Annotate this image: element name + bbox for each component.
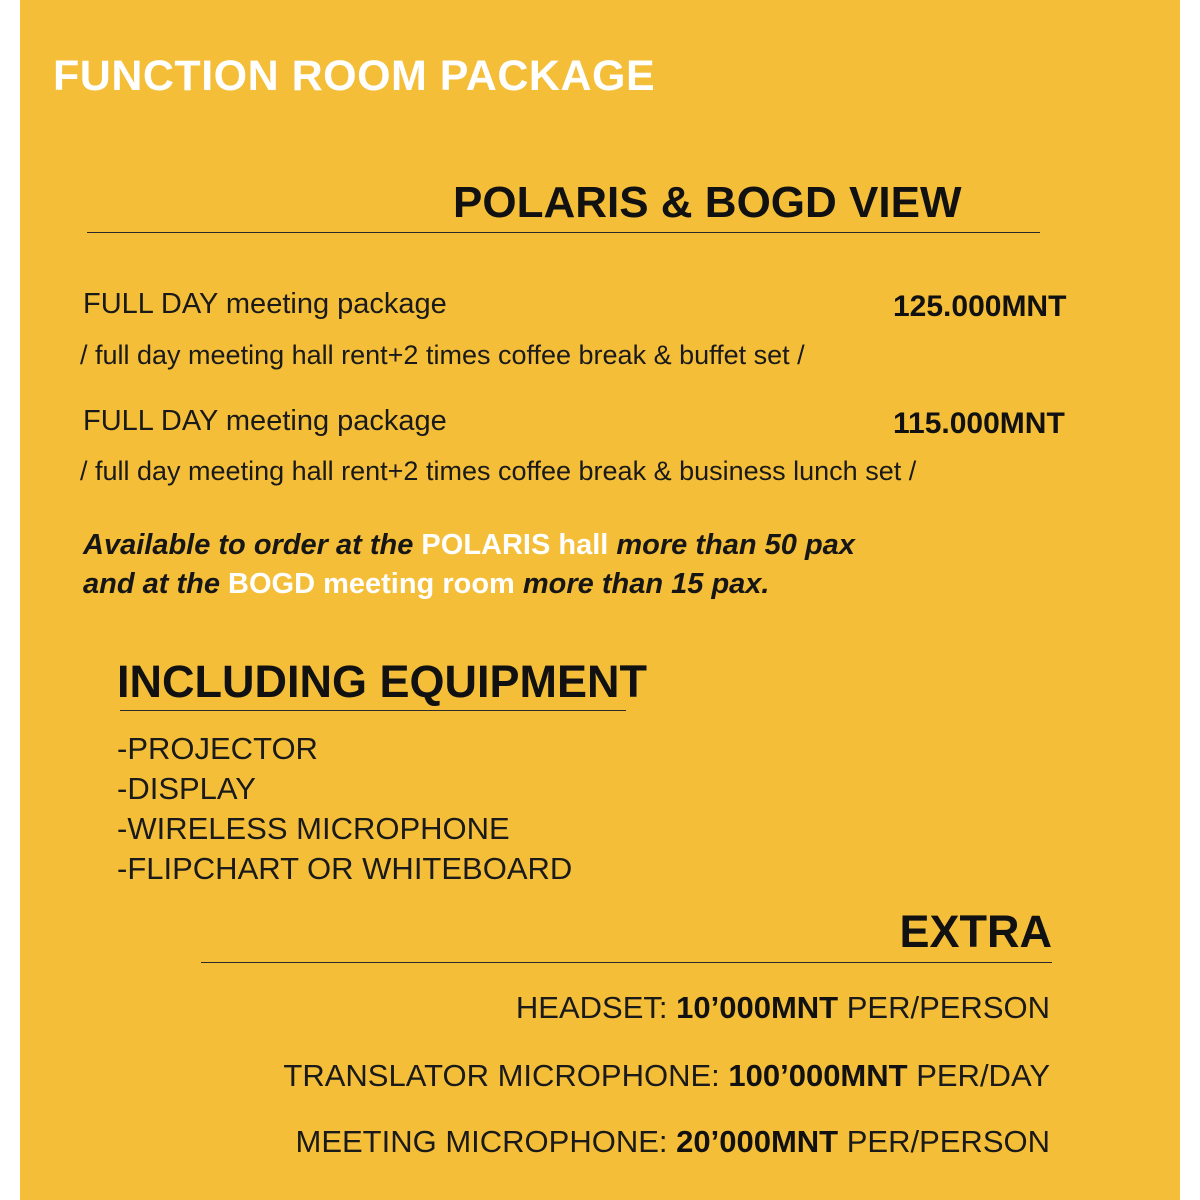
extra-item-price: 10’000MNT [676, 990, 839, 1025]
bogd-room-highlight: BOGD meeting room [228, 568, 515, 600]
equipment-item: -FLIPCHART OR WHITEBOARD [117, 851, 573, 886]
availability-note-line-1 [83, 529, 855, 562]
equipment-title: INCLUDING EQUIPMENT [117, 656, 648, 707]
availability-text: Available to order at the [83, 529, 422, 561]
equipment-item: -WIRELESS MICROPHONE [117, 811, 510, 846]
package-2-description: / full day meeting hall rent+2 times coffee break & business lunch set / [80, 456, 917, 486]
availability-text: and at the [83, 568, 229, 600]
extra-item-unit: PER/DAY [907, 1058, 1050, 1093]
equipment-divider [120, 710, 626, 711]
availability-note-line-2 [83, 568, 769, 601]
extra-item-translator-microphone [283, 1058, 1050, 1094]
package-1-price: 125.000MNT [893, 290, 1067, 323]
menu-panel [20, 0, 1180, 1200]
polaris-hall-highlight: POLARIS hall [421, 529, 609, 561]
package-2-price: 115.000MNT [893, 407, 1065, 440]
extra-item-unit: PER/PERSON [838, 1124, 1050, 1159]
availability-text: more than 15 pax. [514, 568, 770, 600]
extra-item-label: TRANSLATOR MICROPHONE: [283, 1058, 729, 1093]
page-title: FUNCTION ROOM PACKAGE [53, 52, 656, 100]
venue-title: POLARIS & BOGD VIEW [453, 178, 962, 227]
equipment-item: -DISPLAY [117, 771, 256, 806]
venue-divider [87, 232, 1040, 233]
extra-title: EXTRA [899, 906, 1052, 957]
extra-item-label: MEETING MICROPHONE: [295, 1124, 677, 1159]
extra-item-price: 20’000MNT [676, 1124, 839, 1159]
extra-item-meeting-microphone [296, 1124, 1051, 1160]
extra-item-unit: PER/PERSON [838, 990, 1050, 1025]
extra-item-price: 100’000MNT [728, 1058, 908, 1093]
equipment-item: -PROJECTOR [117, 731, 318, 766]
package-1-name: FULL DAY meeting package [83, 288, 447, 320]
package-1-description: / full day meeting hall rent+2 times coffee break & buffet set / [80, 340, 805, 370]
extra-item-headset [516, 990, 1050, 1026]
package-2-name: FULL DAY meeting package [83, 405, 447, 437]
extra-divider [201, 962, 1052, 963]
extra-item-label: HEADSET: [515, 990, 677, 1025]
availability-text: more than 50 pax [608, 529, 855, 561]
